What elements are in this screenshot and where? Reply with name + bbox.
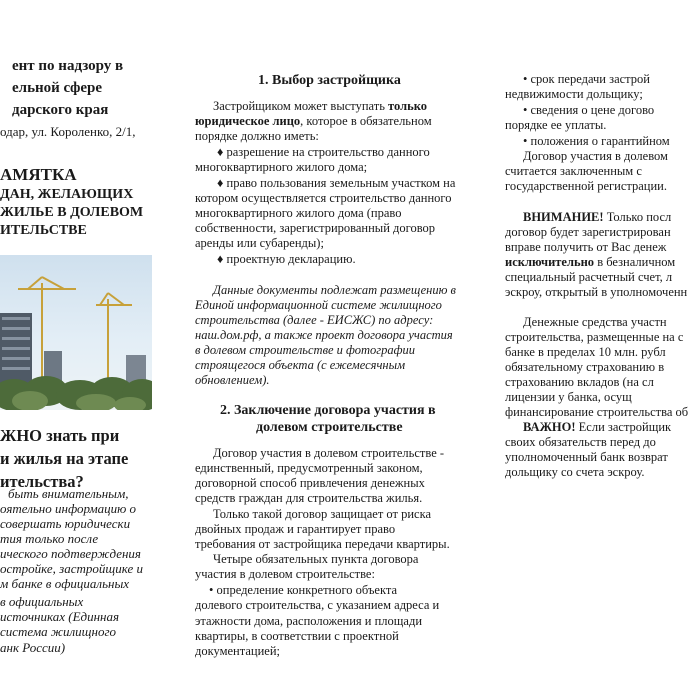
address: одар, ул. Короленко, 2/1, [0,124,136,139]
right-line-18: банке в пределах 10 млн. рубл [505,345,666,359]
section1-line-5: многоквартирного жилого дома; [195,160,368,174]
section2-line-8: Четыре обязательных пункта договора [213,552,419,566]
right-line-12: исключительно в безналичном [505,255,676,269]
important-heading-line-3: ительства? [0,472,84,491]
section1-line-3: порядке должно иметь: [195,129,319,143]
section2-line-5: Только такой договор защищает от риска [213,507,432,521]
section2-line-11: долевого строительства, с указанием адреса и [195,598,440,612]
right-line-22: финансирование строительства об [505,405,689,419]
section2-line-4: средств граждан для строительства жилья. [195,491,423,505]
important-text-line-10: система жилищного [0,624,117,639]
important-text-line-4: тия только после [0,531,99,546]
right-line-4: порядке ее уплаты. [505,118,607,132]
right-line-11: вправе получить от Вас денеж [505,240,667,254]
memo-title-line-1: АМЯТКА [0,165,77,184]
important-text-line-2: оятельно информацию о [0,501,137,516]
memo-title-line-2: ДАН, ЖЕЛАЮЩИХ [0,187,134,202]
important-heading-line-1: ЖНО знать при [0,426,120,445]
construction-photo-image [0,255,152,410]
department-line-3: дарского края [12,102,109,118]
section2-line-3: договорной способ привлечения денежных [195,476,425,490]
right-line-2: недвижимости дольщику; [505,87,643,101]
right-line-25: уполномоченный банк возврат [505,450,668,464]
important-text-line-5: ического подтверждения [0,546,141,561]
middle-column [195,0,480,700]
important-heading-line-2: и жилья на этапе [0,449,129,468]
note-line-2: Единой информационной системе жилищного [195,298,442,312]
section1-line-1: Застройщиком может выступать только [213,99,428,113]
right-line-21: лицензии у банка, осущ [505,390,632,404]
right-line-16: Денежные средства участн [523,315,667,329]
section1-line-7: котором осуществляется строительство данного [195,191,452,205]
section1-line-6: ♦ право пользования земельным участком на [217,176,456,190]
section2-line-13: квартиры, в соответствии с проектной [195,629,399,643]
note-line-3: строительства (далее - ЕИСЖС) по адресу: [195,313,434,327]
section1-line-9: собственности, зарегистрированный договор [195,221,436,235]
important-text-line-8: в официальных [0,594,84,609]
important-text-line-9: источниках (Единная [0,609,120,624]
section1-line-10: аренды или субаренды); [195,236,324,250]
right-line-5: • положения о гарантийном [523,134,670,148]
section2-title-line-2: долевом строительстве [256,420,403,435]
right-column [505,0,700,700]
important-text-line-3: совершать юридически [0,516,131,531]
construction-photo [0,255,152,410]
section1-line-4: ♦ разрешение на строительство данного [217,145,430,159]
section2-line-2: единственный, предусмотренный законом, [195,461,423,475]
department-line-1: ент по надзору в [12,58,124,74]
right-line-26: дольщику со счета эскроу. [505,465,645,479]
right-line-7: считается заключенным с [505,164,642,178]
important-text-line-7: м банке в официальных [0,576,130,591]
section1-line-8: многоквартирного жилого дома (право [195,206,402,220]
right-line-8: государственной регистрации. [505,179,667,193]
right-line-20: страхованию вкладов (на сл [505,375,654,389]
note-line-5: в долевом строительстве и фотографии [195,343,416,357]
department-line-2: ельной сфере [12,80,103,96]
right-line-24: своих обязательств перед до [505,435,656,449]
section2-line-10: • определение конкретного объекта [209,583,398,597]
section2-title-line-1: 2. Заключение договора участия в [220,403,436,418]
memo-title-line-4: ИТЕЛЬСТВЕ [0,223,87,238]
right-line-3: • сведения о цене догово [523,103,655,117]
note-line-6: строящегося объекта (с ежемесячным [195,358,406,372]
right-line-14: эскроу, открытый в уполномоченн [505,285,688,299]
important-text-line-11: анк России) [0,640,66,655]
right-line-17: строительства, размещенные на с [505,330,684,344]
section2-line-12: этажности дома, расположения и площади [195,614,423,628]
section2-line-7: требования от застройщика передачи квартиры. [195,537,450,551]
note-line-7: обновлением). [195,373,270,387]
right-line-6: Договор участия в долевом [523,149,668,163]
right-line-13: специальный расчетный счет, л [505,270,673,284]
left-column [0,0,170,700]
note-line-4: наш.дом.рф, а также проект договора участия [195,328,453,342]
section2-line-14: документацией; [195,644,280,658]
important-text-line-6: остройке, застройщике и [0,561,144,576]
section1-title: 1. Выбор застройщика [258,73,401,88]
section2-line-6: двойных продаж и гарантирует право [195,522,396,536]
right-line-1: • срок передачи застрой [523,72,650,86]
right-line-warning: ВНИМАНИЕ! Только посл [523,210,672,224]
memo-title-line-3: ЖИЛЬЕ В ДОЛЕВОМ [0,205,144,220]
right-line-10: договор будет зарегистрирован [505,225,671,239]
right-line-19: обязательному страхованию в [505,360,665,374]
important-text-line-1: быть внимательным, [8,486,129,501]
right-line-important: ВАЖНО! Если застройщик [523,420,672,434]
section1-line-2: юридическое лицо, которое в обязательном [195,114,432,128]
note-line-1: Данные документы подлежат размещению в [213,283,456,297]
section2-line-9: участия в долевом строительстве: [195,567,375,581]
section2-line-1: Договор участия в долевом строительстве - [213,446,445,460]
section1-line-11: ♦ проектную декларацию. [217,252,356,266]
